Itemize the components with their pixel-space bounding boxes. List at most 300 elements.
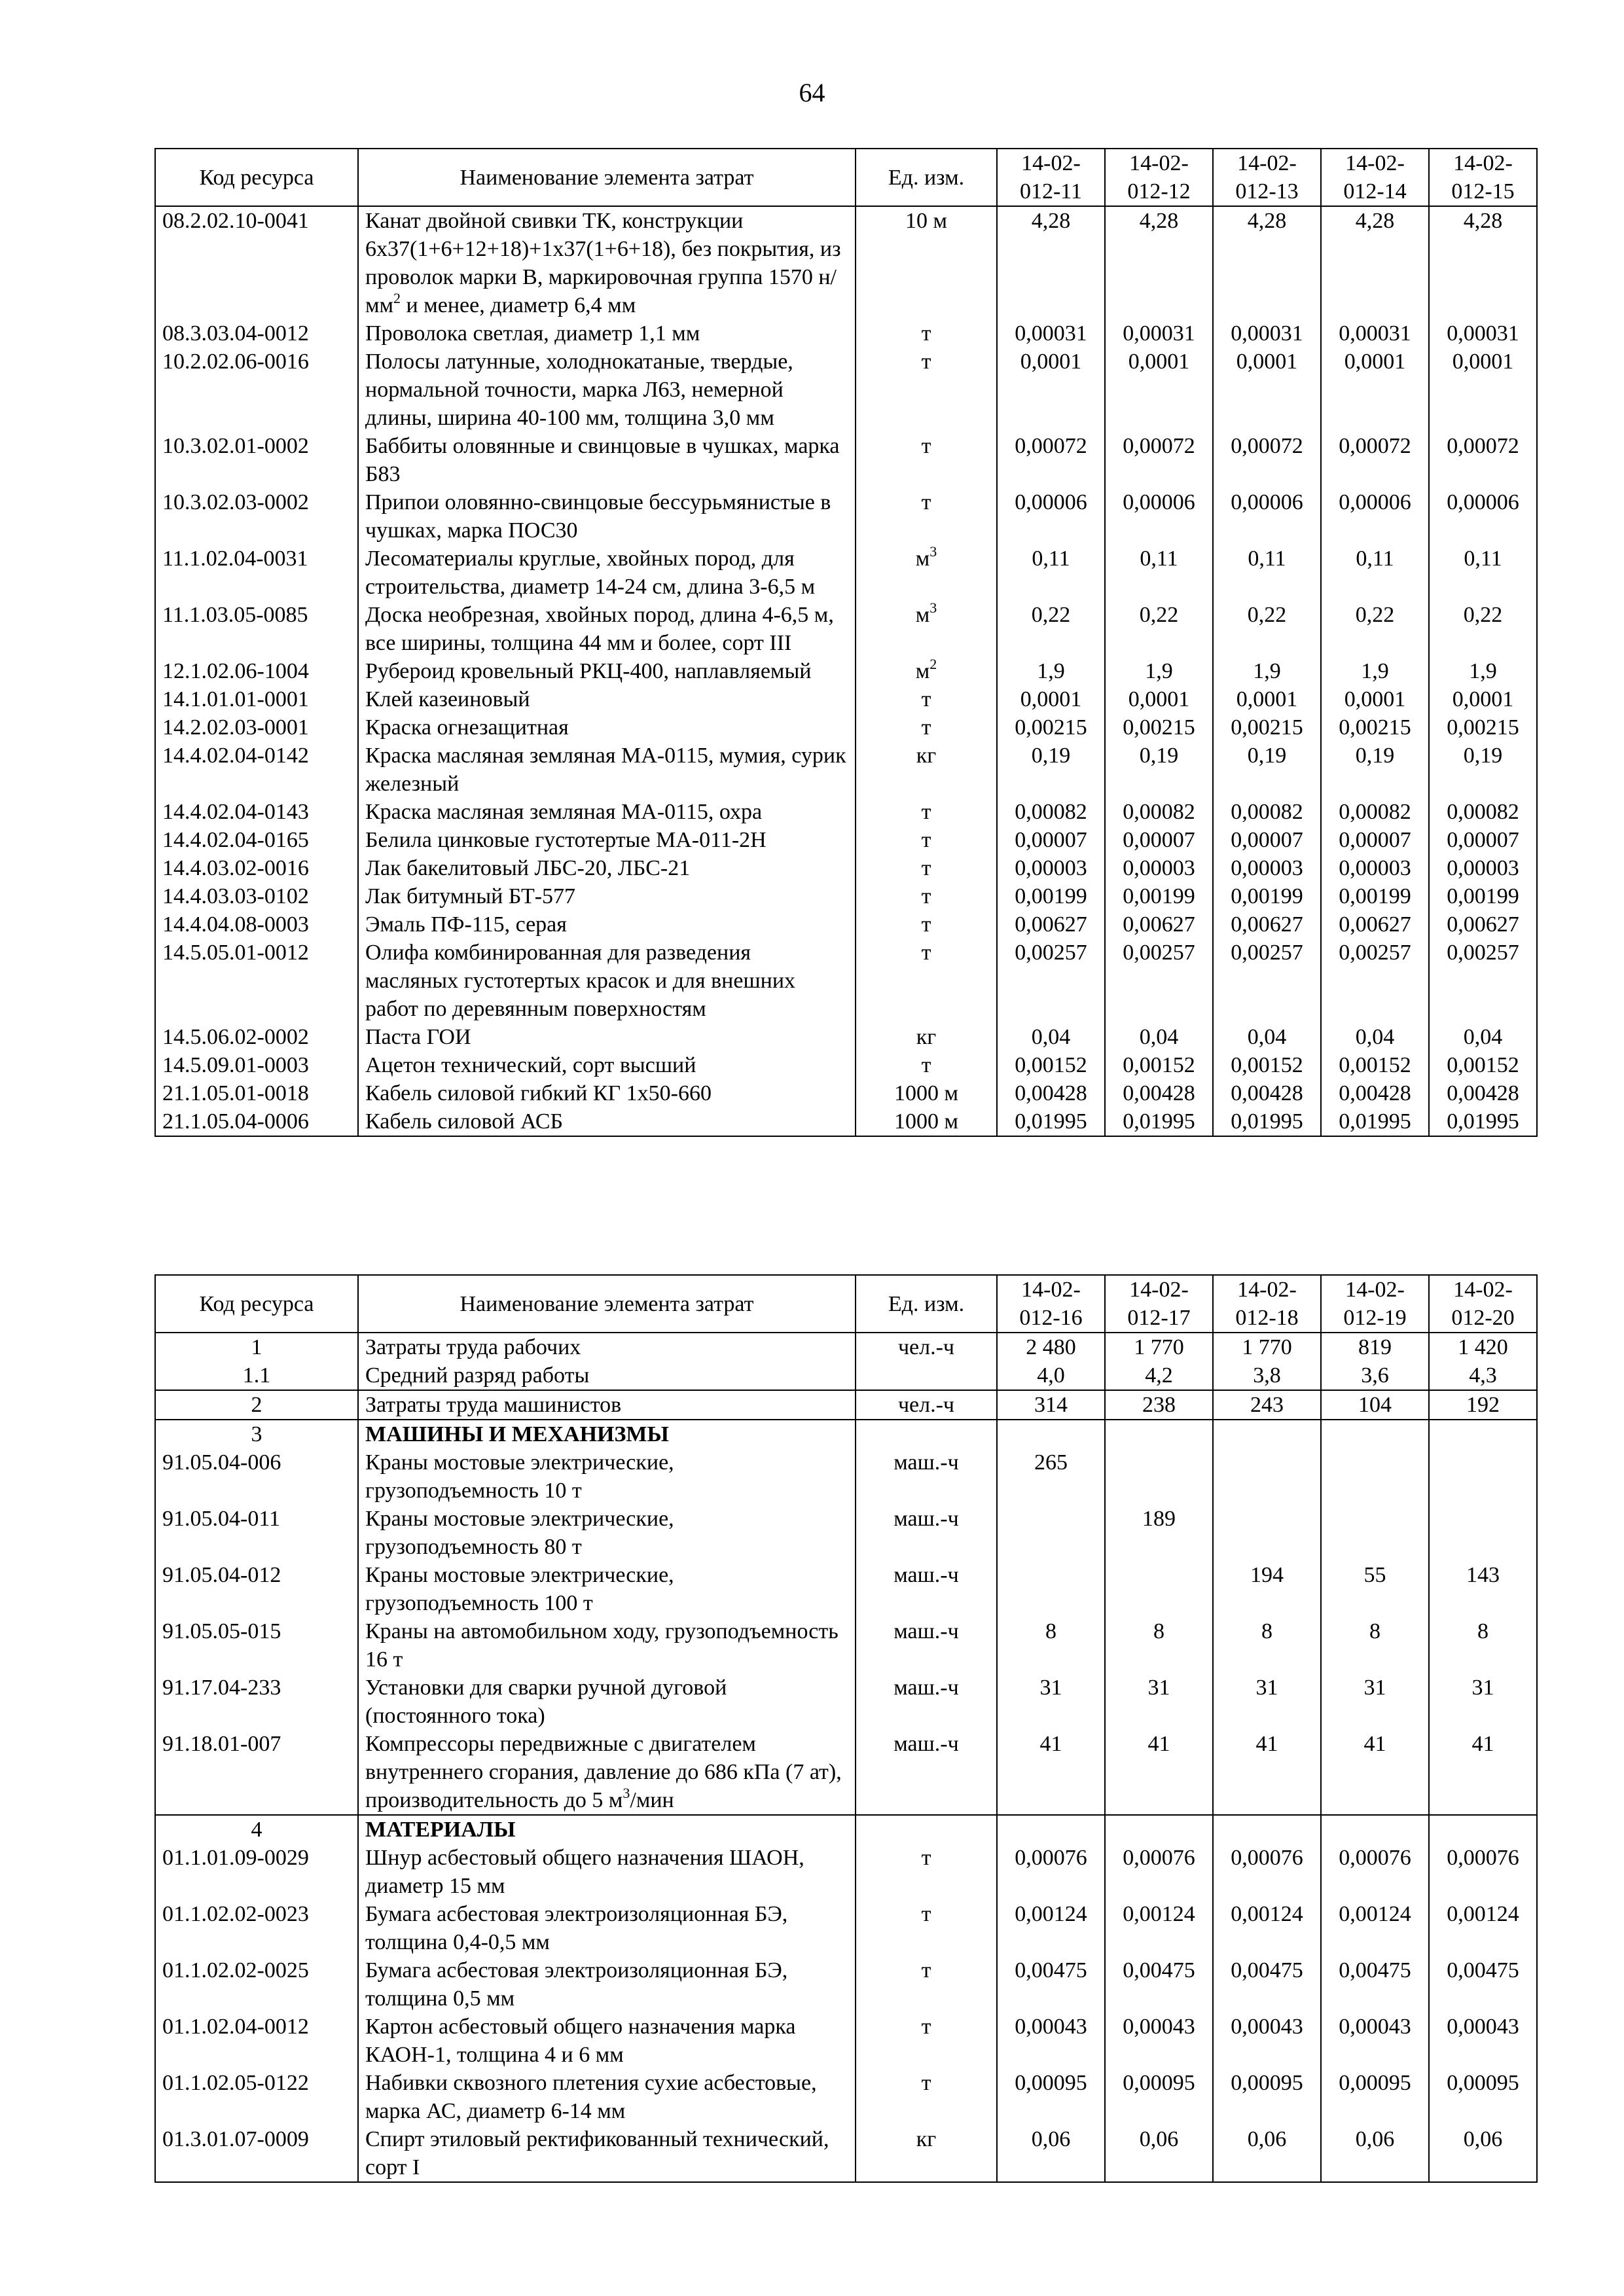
unit-text: т (921, 715, 931, 740)
quantity-cell: 0,00152 (997, 1051, 1105, 1079)
resource-name (358, 1023, 856, 1051)
quantity-cell: 0,00124 (997, 1900, 1105, 1956)
table-row (155, 206, 1537, 319)
resource-name-text: Затраты труда машинистов (365, 1393, 622, 1417)
resource-name (358, 206, 856, 319)
quantity-cell: 0,22 (997, 601, 1105, 657)
quantity-cell: 0,00627 (997, 910, 1105, 939)
quantity-cell: 0,0001 (1213, 348, 1321, 432)
unit-text: т (921, 1053, 931, 1077)
resource-code: 01.1.02.02-0025 (155, 1956, 358, 2013)
quantity-cell: 0,11 (1105, 545, 1213, 601)
quantity-cell: 0,00003 (1213, 854, 1321, 882)
quantity-cell: 4,28 (1213, 206, 1321, 319)
header-col-5: 14-02- 012-20 (1429, 1275, 1537, 1333)
quantity-cell: 189 (1105, 1505, 1213, 1561)
quantity-cell: 0,00215 (1321, 713, 1429, 742)
unit-of-measure (856, 713, 997, 742)
quantity-cell: 0,00007 (1321, 826, 1429, 854)
resource-code: 91.05.04-012 (155, 1561, 358, 1617)
resource-code: 14.4.04.08-0003 (155, 910, 358, 939)
unit-of-measure (856, 882, 997, 910)
resource-name-text: Краска огнезащитная (365, 715, 569, 740)
unit-text: т (921, 912, 931, 937)
quantity-cell (1321, 1505, 1429, 1561)
resource-name (358, 488, 856, 545)
quantity-cell: 31 (1213, 1674, 1321, 1730)
unit-base: м (915, 547, 930, 571)
unit-text: т (921, 490, 931, 514)
header-col-1: 14-02- 012-11 (997, 149, 1105, 206)
quantity-cell: 238 (1105, 1390, 1213, 1420)
table-row (155, 2069, 1537, 2125)
quantity-cell: 104 (1321, 1390, 1429, 1420)
quantity-cell: 1,9 (1429, 657, 1537, 685)
resource-code: 01.1.02.04-0012 (155, 2013, 358, 2069)
quantity-cell: 0,19 (1429, 742, 1537, 798)
resource-name (358, 1505, 856, 1561)
unit-of-measure (856, 1051, 997, 1079)
unit-superscript: 3 (929, 599, 937, 616)
quantity-cell: 0,00215 (997, 713, 1105, 742)
resource-name-text: Рубероид кровельный РКЦ-400, наплавляемый (365, 659, 812, 683)
quantity-cell: 0,11 (997, 545, 1105, 601)
header-code: Код ресурса (155, 1275, 358, 1333)
quantity-cell (1213, 1448, 1321, 1505)
resource-table-1 (154, 148, 1538, 1137)
resource-code: 14.4.02.04-0142 (155, 742, 358, 798)
quantity-cell: 0,01995 (1429, 1107, 1537, 1136)
quantity-cell: 0,00215 (1105, 713, 1213, 742)
header-col-1: 14-02- 012-16 (997, 1275, 1105, 1333)
unit-text: т (921, 941, 931, 965)
resource-name-text: Спирт этиловый ректификованный технический, сорт I (365, 2127, 829, 2179)
resource-name-text: МАТЕРИАЛЫ (365, 1818, 516, 1842)
quantity-cell: 0,00199 (1105, 882, 1213, 910)
resource-name-text: Лак бакелитовый ЛБС-20, ЛБС-21 (365, 856, 691, 880)
quantity-cell: 0,00428 (997, 1079, 1105, 1107)
resource-code: 11.1.02.04-0031 (155, 545, 358, 601)
resource-name (358, 1079, 856, 1107)
table-row (155, 601, 1537, 657)
quantity-cell: 0,00257 (1213, 939, 1321, 1023)
resource-name-text: Канат двойной свивки ТК, конструкции 6х37(1+6+12+18)+1х37(1+6+18), без покрытия, из проволок марки В, маркировочная группа 1570 н/мм (365, 209, 841, 317)
resource-code: 1 (155, 1333, 358, 1361)
quantity-cell: 31 (1105, 1674, 1213, 1730)
unit-base: м (915, 659, 930, 683)
header-col-5: 14-02- 012-15 (1429, 149, 1537, 206)
resource-code: 91.05.04-006 (155, 1448, 358, 1505)
quantity-cell: 143 (1429, 1561, 1537, 1617)
quantity-cell: 0,22 (1429, 601, 1537, 657)
resource-code: 91.18.01-007 (155, 1730, 358, 1815)
quantity-cell: 0,00475 (1321, 1956, 1429, 2013)
quantity-cell: 8 (1321, 1617, 1429, 1674)
quantity-cell: 0,00199 (997, 882, 1105, 910)
table-row (155, 1420, 1537, 1448)
table-header-row (155, 149, 1537, 206)
quantity-cell: 0,00199 (1213, 882, 1321, 910)
resource-name-text: Кабель силовой АСБ (365, 1109, 564, 1134)
quantity-cell: 0,00257 (1321, 939, 1429, 1023)
table-row (155, 488, 1537, 545)
unit-text: т (921, 828, 931, 852)
resource-name-text: МАШИНЫ И МЕХАНИЗМЫ (365, 1422, 669, 1446)
resource-code: 10.2.02.06-0016 (155, 348, 358, 432)
table-row (155, 798, 1537, 826)
table-row (155, 657, 1537, 685)
unit-of-measure (856, 657, 997, 685)
quantity-cell: 8 (1213, 1617, 1321, 1674)
quantity-cell: 0,11 (1321, 545, 1429, 601)
quantity-cell: 0,00076 (1213, 1844, 1321, 1900)
resource-code: 14.4.02.04-0143 (155, 798, 358, 826)
unit-of-measure (856, 1361, 997, 1390)
resource-name-text: Эмаль ПФ-115, серая (365, 912, 567, 937)
quantity-cell (1105, 1561, 1213, 1617)
resource-name (358, 826, 856, 854)
resource-name-text: Доска необрезная, хвойных пород, длина 4-6,5 м, все ширины, толщина 44 мм и более, сорт III (365, 603, 834, 655)
quantity-cell (1213, 1420, 1321, 1448)
resource-code: 01.1.01.09-0029 (155, 1844, 358, 1900)
quantity-cell: 0,0001 (1213, 685, 1321, 713)
quantity-cell: 0,00072 (1321, 432, 1429, 488)
table-row (155, 545, 1537, 601)
resource-name-text: Лесоматериалы круглые, хвойных пород, для строительства, диаметр 14-24 см, длина 3-6,5 м (365, 547, 816, 599)
quantity-cell: 0,0001 (1105, 685, 1213, 713)
resource-name (358, 1051, 856, 1079)
table-row (155, 1079, 1537, 1107)
resource-name (358, 1561, 856, 1617)
quantity-cell: 0,22 (1105, 601, 1213, 657)
resource-name (358, 1617, 856, 1674)
quantity-cell: 0,04 (1105, 1023, 1213, 1051)
quantity-cell: 0,0001 (997, 348, 1105, 432)
unit-text: т (921, 884, 931, 908)
quantity-cell: 0,0001 (1429, 348, 1537, 432)
quantity-cell: 0,00031 (1213, 319, 1321, 348)
resource-name-text: Припои оловянно-свинцовые бессурьмянистые в чушках, марка ПОС30 (365, 490, 831, 543)
table-row (155, 2125, 1537, 2182)
resource-name (358, 2013, 856, 2069)
quantity-cell: 0,00031 (1105, 319, 1213, 348)
quantity-cell (1321, 1448, 1429, 1505)
resource-code: 01.1.02.05-0122 (155, 2069, 358, 2125)
resource-name-text: Шнур асбестовый общего назначения ШАОН, диаметр 15 мм (365, 1846, 804, 1898)
table-row (155, 1107, 1537, 1136)
quantity-cell: 0,00043 (1429, 2013, 1537, 2069)
table-row (155, 1844, 1537, 1900)
table-row (155, 1051, 1537, 1079)
resource-name (358, 910, 856, 939)
unit-text: т (921, 856, 931, 880)
resource-name (358, 713, 856, 742)
unit-text: 10 м (905, 209, 947, 233)
quantity-cell: 0,11 (1213, 545, 1321, 601)
quantity-cell: 0,00199 (1321, 882, 1429, 910)
quantity-cell (1213, 1505, 1321, 1561)
resource-name (358, 348, 856, 432)
unit-text: маш.-ч (893, 1507, 959, 1531)
resource-name (358, 601, 856, 657)
resource-name-text: Затраты труда рабочих (365, 1335, 581, 1359)
table-row (155, 939, 1537, 1023)
quantity-cell: 0,00475 (1105, 1956, 1213, 2013)
quantity-cell: 0,04 (1429, 1023, 1537, 1051)
quantity-cell (997, 1561, 1105, 1617)
unit-of-measure (856, 1844, 997, 1900)
resource-table-2 (154, 1274, 1538, 2183)
resource-code: 14.5.09.01-0003 (155, 1051, 358, 1079)
resource-name-text: Бумага асбестовая электроизоляционная БЭ, толщина 0,5 мм (365, 1958, 788, 2011)
quantity-cell (1429, 1505, 1537, 1561)
quantity-cell: 0,00152 (1321, 1051, 1429, 1079)
quantity-cell: 41 (1429, 1730, 1537, 1815)
quantity-cell: 41 (997, 1730, 1105, 1815)
quantity-cell: 8 (1429, 1617, 1537, 1674)
quantity-cell: 0,00627 (1321, 910, 1429, 939)
quantity-cell: 0,00428 (1429, 1079, 1537, 1107)
page-number: 64 (799, 78, 825, 107)
quantity-cell: 0,22 (1321, 601, 1429, 657)
resource-name-text: Краны мостовые электрические, грузоподъемность 100 т (365, 1563, 674, 1615)
quantity-cell: 0,00082 (1429, 798, 1537, 826)
header-name: Наименование элемента затрат (358, 149, 856, 206)
table-row (155, 432, 1537, 488)
resource-name-tail: и менее, диаметр 6,4 мм (401, 293, 636, 317)
quantity-cell: 0,00095 (1105, 2069, 1213, 2125)
resource-name (358, 432, 856, 488)
header-col-4: 14-02- 012-19 (1321, 1275, 1429, 1333)
header-unit: Ед. изм. (856, 149, 997, 206)
quantity-cell: 0,00031 (997, 319, 1105, 348)
quantity-cell: 314 (997, 1390, 1105, 1420)
quantity-cell: 0,22 (1213, 601, 1321, 657)
quantity-cell: 0,01995 (1321, 1107, 1429, 1136)
resource-name-text: Проволока светлая, диаметр 1,1 мм (365, 321, 700, 346)
quantity-cell: 0,00627 (1105, 910, 1213, 939)
quantity-cell: 0,01995 (1213, 1107, 1321, 1136)
table-row (155, 713, 1537, 742)
quantity-cell: 4,0 (997, 1361, 1105, 1390)
unit-text: кг (916, 1025, 937, 1049)
table-row (155, 1561, 1537, 1617)
resource-name-text: Компрессоры передвижные с двигателем внутреннего сгорания, давление до 686 кПа (7 ат), производительность до 5 м (365, 1732, 842, 1812)
resource-name (358, 1420, 856, 1448)
quantity-cell: 0,00006 (997, 488, 1105, 545)
quantity-cell (1213, 1815, 1321, 1844)
quantity-cell: 0,06 (1213, 2125, 1321, 2182)
quantity-cell: 0,00215 (1213, 713, 1321, 742)
resource-name-text: Набивки сквозного плетения сухие асбестовые, марка АС, диаметр 6-14 мм (365, 2071, 817, 2123)
quantity-cell: 41 (1321, 1730, 1429, 1815)
unit-text: т (921, 2015, 931, 2039)
quantity-cell: 0,00257 (997, 939, 1105, 1023)
quantity-cell: 0,01995 (997, 1107, 1105, 1136)
quantity-cell: 0,00007 (1105, 826, 1213, 854)
quantity-cell: 0,06 (997, 2125, 1105, 2182)
unit-text: 1000 м (893, 1109, 958, 1134)
unit-of-measure (856, 1956, 997, 2013)
unit-text: маш.-ч (893, 1563, 959, 1587)
resource-code: 2 (155, 1390, 358, 1420)
resource-name (358, 319, 856, 348)
resource-name (358, 1956, 856, 2013)
quantity-cell (1105, 1815, 1213, 1844)
quantity-cell: 0,00043 (1105, 2013, 1213, 2069)
quantity-cell: 1,9 (997, 657, 1105, 685)
resource-code: 14.5.06.02-0002 (155, 1023, 358, 1051)
quantity-cell: 0,19 (1213, 742, 1321, 798)
quantity-cell (1105, 1448, 1213, 1505)
quantity-cell: 0,00007 (997, 826, 1105, 854)
unit-of-measure (856, 1674, 997, 1730)
quantity-cell: 55 (1321, 1561, 1429, 1617)
table-row (155, 1505, 1537, 1561)
unit-text: т (921, 687, 931, 711)
quantity-cell: 0,00082 (1213, 798, 1321, 826)
quantity-cell: 0,00003 (1105, 854, 1213, 882)
unit-of-measure (856, 1730, 997, 1815)
resource-name (358, 2069, 856, 2125)
quantity-cell: 4,28 (1105, 206, 1213, 319)
unit-text: т (921, 350, 931, 374)
quantity-cell: 0,00082 (1321, 798, 1429, 826)
resource-code: 12.1.02.06-1004 (155, 657, 358, 685)
resource-name (358, 1815, 856, 1844)
unit-text: т (921, 321, 931, 346)
quantity-cell: 0,0001 (1321, 685, 1429, 713)
quantity-cell: 0,00124 (1213, 1900, 1321, 1956)
quantity-cell: 31 (997, 1674, 1105, 1730)
quantity-cell: 0,00152 (1213, 1051, 1321, 1079)
quantity-cell: 0,00043 (1321, 2013, 1429, 2069)
table-row (155, 1390, 1537, 1420)
quantity-cell: 0,00072 (997, 432, 1105, 488)
quantity-cell: 0,00124 (1321, 1900, 1429, 1956)
resource-code: 14.2.02.03-0001 (155, 713, 358, 742)
table-row (155, 685, 1537, 713)
quantity-cell (1429, 1448, 1537, 1505)
unit-text: 1000 м (893, 1081, 958, 1105)
quantity-cell: 0,00082 (1105, 798, 1213, 826)
quantity-cell: 265 (997, 1448, 1105, 1505)
unit-of-measure (856, 206, 997, 319)
quantity-cell: 0,00043 (1213, 2013, 1321, 2069)
quantity-cell: 0,00627 (1429, 910, 1537, 939)
resource-name-text: Полосы латунные, холоднокатаные, твердые, нормальной точности, марка Л63, немерной длины, ширина 40-100 мм, толщина 3,0 мм (365, 350, 793, 430)
quantity-cell: 0,04 (1213, 1023, 1321, 1051)
quantity-cell: 0,0001 (997, 685, 1105, 713)
unit-text: кг (916, 2127, 937, 2151)
resource-code: 91.05.05-015 (155, 1617, 358, 1674)
unit-text: чел.-ч (897, 1393, 955, 1417)
quantity-cell: 1 420 (1429, 1333, 1537, 1361)
resource-code: 11.1.03.05-0085 (155, 601, 358, 657)
unit-text: маш.-ч (893, 1450, 959, 1475)
quantity-cell: 0,00095 (1321, 2069, 1429, 2125)
quantity-cell: 0,00076 (1105, 1844, 1213, 1900)
resource-name-text: Краска масляная земляная МА-0115, охра (365, 800, 763, 824)
resource-code: 1.1 (155, 1361, 358, 1390)
resource-code: 14.5.05.01-0012 (155, 939, 358, 1023)
quantity-cell: 8 (997, 1617, 1105, 1674)
resource-name-text: Паста ГОИ (365, 1025, 471, 1049)
unit-of-measure (856, 826, 997, 854)
quantity-cell: 0,19 (1321, 742, 1429, 798)
quantity-cell: 0,00152 (1105, 1051, 1213, 1079)
quantity-cell: 4,28 (1321, 206, 1429, 319)
resource-code: 3 (155, 1420, 358, 1448)
resource-name-text: Краны на автомобильном ходу, грузоподъемность 16 т (365, 1619, 839, 1672)
table-row (155, 1361, 1537, 1390)
resource-code: 10.3.02.01-0002 (155, 432, 358, 488)
quantity-cell: 0,00475 (1213, 1956, 1321, 2013)
quantity-cell (997, 1420, 1105, 1448)
quantity-cell: 0,00076 (1321, 1844, 1429, 1900)
quantity-cell: 0,00007 (1429, 826, 1537, 854)
quantity-cell: 0,00257 (1105, 939, 1213, 1023)
quantity-cell: 0,00095 (1429, 2069, 1537, 2125)
quantity-cell (1429, 1815, 1537, 1844)
unit-text: чел.-ч (897, 1335, 955, 1359)
quantity-cell: 0,00072 (1105, 432, 1213, 488)
unit-text: кг (916, 744, 937, 768)
table-row (155, 1815, 1537, 1844)
unit-text: т (921, 1902, 931, 1926)
unit-of-measure (856, 939, 997, 1023)
table-row (155, 1674, 1537, 1730)
quantity-cell: 0,00006 (1105, 488, 1213, 545)
quantity-cell: 0,00124 (1429, 1900, 1537, 1956)
quantity-cell (997, 1815, 1105, 1844)
resource-name-text: Баббиты оловянные и свинцовые в чушках, марка Б83 (365, 434, 840, 486)
quantity-cell: 0,00428 (1321, 1079, 1429, 1107)
unit-text: маш.-ч (893, 1676, 959, 1700)
unit-of-measure (856, 2125, 997, 2182)
table-row (155, 1617, 1537, 1674)
resource-name (358, 1844, 856, 1900)
unit-text: маш.-ч (893, 1619, 959, 1643)
quantity-cell: 0,00199 (1429, 882, 1537, 910)
quantity-cell: 0,00006 (1429, 488, 1537, 545)
resource-name (358, 545, 856, 601)
quantity-cell: 0,00007 (1213, 826, 1321, 854)
resource-code: 08.3.03.04-0012 (155, 319, 358, 348)
header-unit: Ед. изм. (856, 1275, 997, 1333)
unit-text: т (921, 1958, 931, 1982)
unit-of-measure (856, 1079, 997, 1107)
quantity-cell: 0,00428 (1105, 1079, 1213, 1107)
table-row (155, 1023, 1537, 1051)
resource-name (358, 657, 856, 685)
resource-code: 21.1.05.01-0018 (155, 1079, 358, 1107)
quantity-cell: 0,00475 (1429, 1956, 1537, 2013)
quantity-cell (1321, 1420, 1429, 1448)
header-col-2: 14-02- 012-17 (1105, 1275, 1213, 1333)
unit-of-measure (856, 545, 997, 601)
table-header-row (155, 1275, 1537, 1333)
resource-code: 14.4.03.02-0016 (155, 854, 358, 882)
quantity-cell: 0,04 (1321, 1023, 1429, 1051)
quantity-cell: 3,6 (1321, 1361, 1429, 1390)
resource-name-text: Краны мостовые электрические, грузоподъемность 80 т (365, 1507, 674, 1559)
table-row (155, 348, 1537, 432)
quantity-cell (1105, 1420, 1213, 1448)
quantity-cell: 0,00257 (1429, 939, 1537, 1023)
unit-of-measure (856, 1107, 997, 1136)
header-col-2: 14-02- 012-12 (1105, 149, 1213, 206)
